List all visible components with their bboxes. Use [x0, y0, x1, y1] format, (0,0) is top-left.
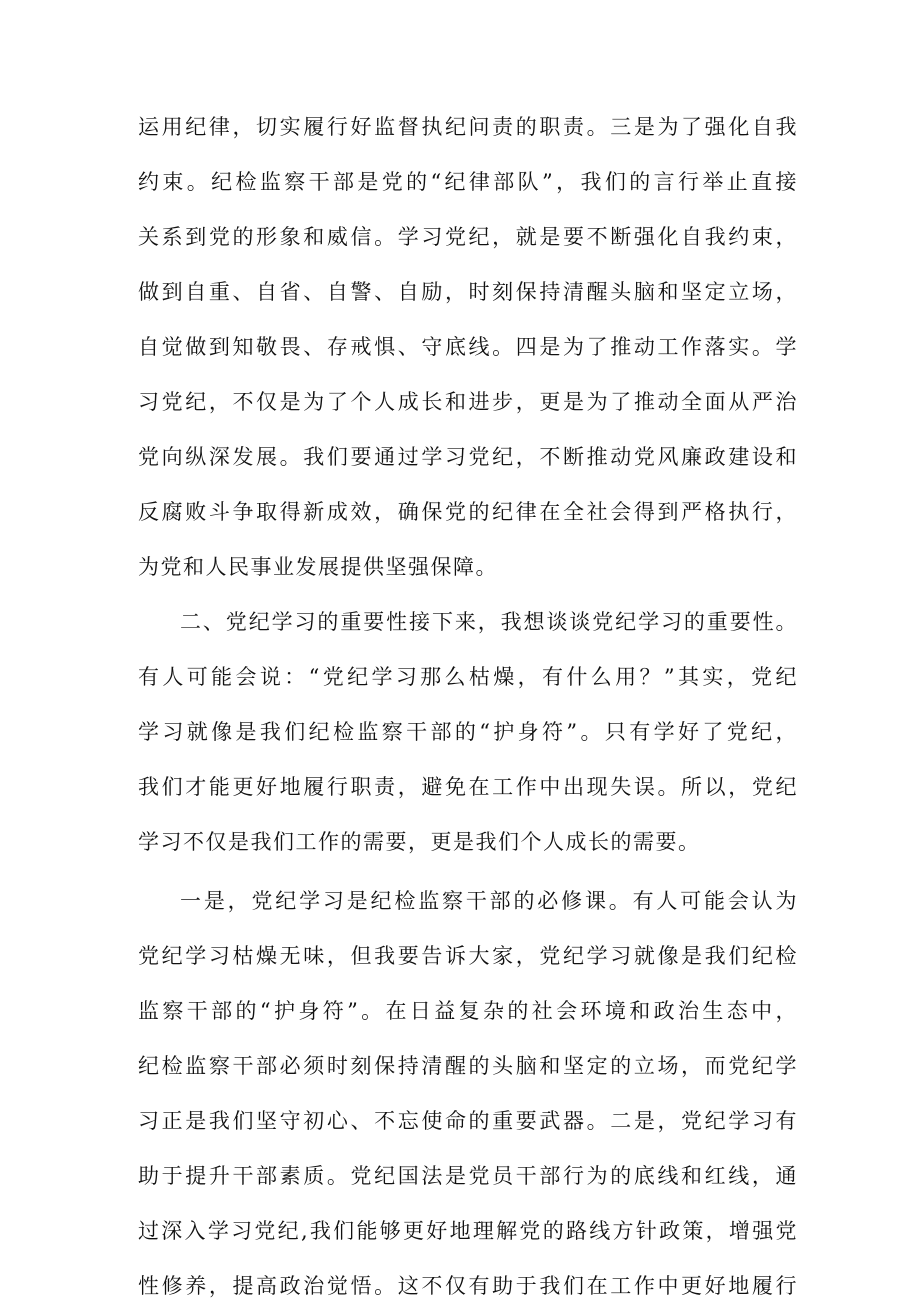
- text-line: 为党和人民事业发展提供坚强保障。: [138, 555, 498, 579]
- text-line: 有人可能会说：“党纪学习那么枯燥，有什么用？”其实，党纪: [138, 665, 798, 689]
- text-line: 学习就像是我们纪检监察干部的“护身符”。只有学好了党纪，: [138, 720, 798, 744]
- text-line: 性修养，提高政治觉悟。这不仅有助于我们在工作中更好地履行: [138, 1274, 798, 1298]
- text-line: 二、党纪学习的重要性接下来，我想谈谈党纪学习的重要性。: [180, 610, 798, 634]
- text-line: 助于提升干部素质。党纪国法是党员干部行为的底线和红线，通: [138, 1164, 798, 1188]
- text-line: 习正是我们坚守初心、不忘使命的重要武器。二是，党纪学习有: [138, 1109, 798, 1133]
- text-line: 关系到党的形象和威信。学习党纪，就是要不断强化自我约束，: [138, 225, 798, 249]
- text-line: 反腐败斗争取得新成效，确保党的纪律在全社会得到严格执行，: [138, 500, 798, 524]
- text-line: 监察干部的“护身符”。在日益复杂的社会环境和政治生态中，: [138, 999, 798, 1023]
- text-line: 一是，党纪学习是纪检监察干部的必修课。有人可能会认为: [180, 889, 798, 913]
- text-line: 习党纪，不仅是为了个人成长和进步，更是为了推动全面从严治: [138, 390, 798, 414]
- text-line: 自觉做到知敬畏、存戒惧、守底线。四是为了推动工作落实。学: [138, 335, 798, 359]
- text-line: 党向纵深发展。我们要通过学习党纪，不断推动党风廉政建设和: [138, 445, 798, 469]
- paragraph-1: [138, 100, 798, 595]
- text-line: 运用纪律，切实履行好监督执纪问责的职责。三是为了强化自我: [138, 115, 798, 139]
- text-line: 学习不仅是我们工作的需要，更是我们个人成长的需要。: [138, 830, 701, 854]
- text-line: 党纪学习枯燥无味，但我要告诉大家，党纪学习就像是我们纪检: [138, 944, 798, 968]
- text-line: 做到自重、自省、自警、自励，时刻保持清醒头脑和坚定立场，: [138, 280, 798, 304]
- text-line: 纪检监察干部必须时刻保持清醒的头脑和坚定的立场，而党纪学: [138, 1054, 798, 1078]
- document-body: [138, 100, 798, 1314]
- text-line: 过深入学习党纪,我们能够更好地理解党的路线方针政策，增强党: [138, 1219, 798, 1243]
- paragraph-2: [138, 595, 798, 870]
- text-line: 约束。纪检监察干部是党的“纪律部队”，我们的言行举止直接: [138, 170, 798, 194]
- paragraph-3: [138, 874, 798, 1314]
- text-line: 我们才能更好地履行职责，避免在工作中出现失误。所以，党纪: [138, 775, 798, 799]
